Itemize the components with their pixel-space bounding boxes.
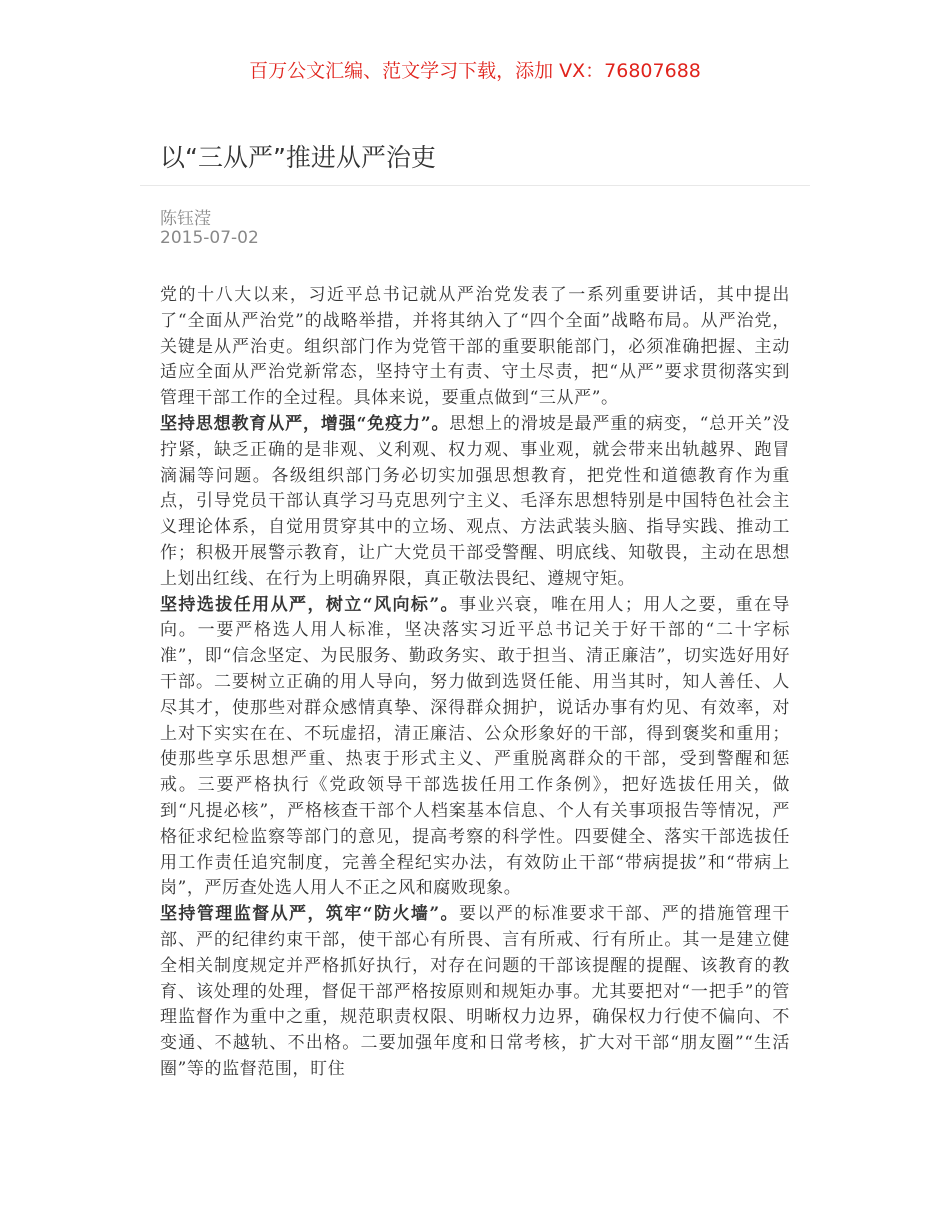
intro-paragraph: 党的十八大以来，习近平总书记就从严治党发表了一系列重要讲话，其中提出了“全面从严治党”的战略举措，并将其纳入了“四个全面”战略布局。从严治党，关键是从严治吏。组织部门作为党管干部的重要职能部门，必须准确把握、主动适应全面从严治党新常态，坚持守土有责、守土尽责，把“从严”要求贯彻落实到管理干部工作的全过程。具体来说，要重点做到“三从严”。 [160, 285, 790, 409]
article-date: 2015-07-02 [160, 228, 259, 248]
section-text: 思想上的滑坡是最严重的病变，“总开关”没拧紧，缺乏正确的是非观、义利观、权力观、事业观，就会带来出轨越界、跑冒滴漏等问题。各级组织部门务必切实加强思想教育，把党性和道德教育作为重点，引导党员干部认真学习马克思列宁主义、毛泽东思想特别是中国特色社会主义理论体系，自觉用贯穿其中的立场、观点、方法武装头脑、指导实践、推动工作；积极开展警示教育，让广大党员干部受警醒、明底线、知敬畏，主动在思想上划出红线、在行为上明确界限，真正敬法畏纪、遵规守矩。 [160, 413, 790, 589]
article-author: 陈钰滢 [160, 209, 211, 229]
section-lead: 坚持思想教育从严，增强“免疫力”。 [160, 413, 450, 434]
title-divider [140, 185, 810, 186]
section-paragraph [160, 902, 790, 1083]
section-lead: 坚持管理监督从严，筑牢“防火墙”。 [160, 904, 459, 925]
article-title: 以“三从严”推进从严治吏 [160, 143, 436, 172]
watermark-banner: 百万公文汇编、范文学习下载，添加 VX：76807688 [249, 60, 701, 82]
section-paragraph [160, 412, 790, 593]
section-text: 要以严的标准要求干部、严的措施管理干部、严的纪律约束干部，使干部心有所畏、言有所戒、行有所止。其一是建立健全相关制度规定并严格抓好执行，对存在问题的干部该提醒的提醒、该教育的教育、该处理的处理，督促干部严格按原则和规矩办事。尤其要把对“一把手”的管理监督作为重中之重，规范职责权限、明晰权力边界，确保权力行使不偏向、不变通、不越轨、不出格。二要加强年度和日常考核，扩大对干部“朋友圈”“生活圈”等的监督范围，盯住 [160, 904, 790, 1079]
section-lead: 坚持选拔任用从严，树立“风向标”。 [160, 594, 459, 615]
section-text: 事业兴衰，唯在用人；用人之要，重在导向。一要严格选人用人标准，坚决落实习近平总书记关于好干部的“二十字标准”，即“信念坚定、为民服务、勤政务实、敢于担当、清正廉洁”，切实选好用好干部。二要树立正确的用人导向，努力做到选贤任能、用当其时，知人善任、人尽其才，使那些对群众感情真挚、深得群众拥护，说话办事有灼见、有效率，对上对下实实在在、不玩虚招，清正廉洁、公众形象好的干部，得到褒奖和重用；使那些享乐思想严重、热衷于形式主义、严重脱离群众的干部，受到警醒和惩戒。三要严格执行《党政领导干部选拔任用工作条例》，把好选拔任用关，做到“凡提必核”，严格核查干部个人档案基本信息、个人有关事项报告等情况，严格征求纪检监察等部门的意见，提高考察的科学性。四要健全、落实干部选拔任用工作责任追究制度，完善全程纪实办法，有效防止干部“带病提拔”和“带病上岗”，严厉查处选人用人不正之风和腐败现象。 [160, 594, 790, 899]
section-paragraph [160, 593, 790, 903]
article-body [160, 283, 790, 1083]
